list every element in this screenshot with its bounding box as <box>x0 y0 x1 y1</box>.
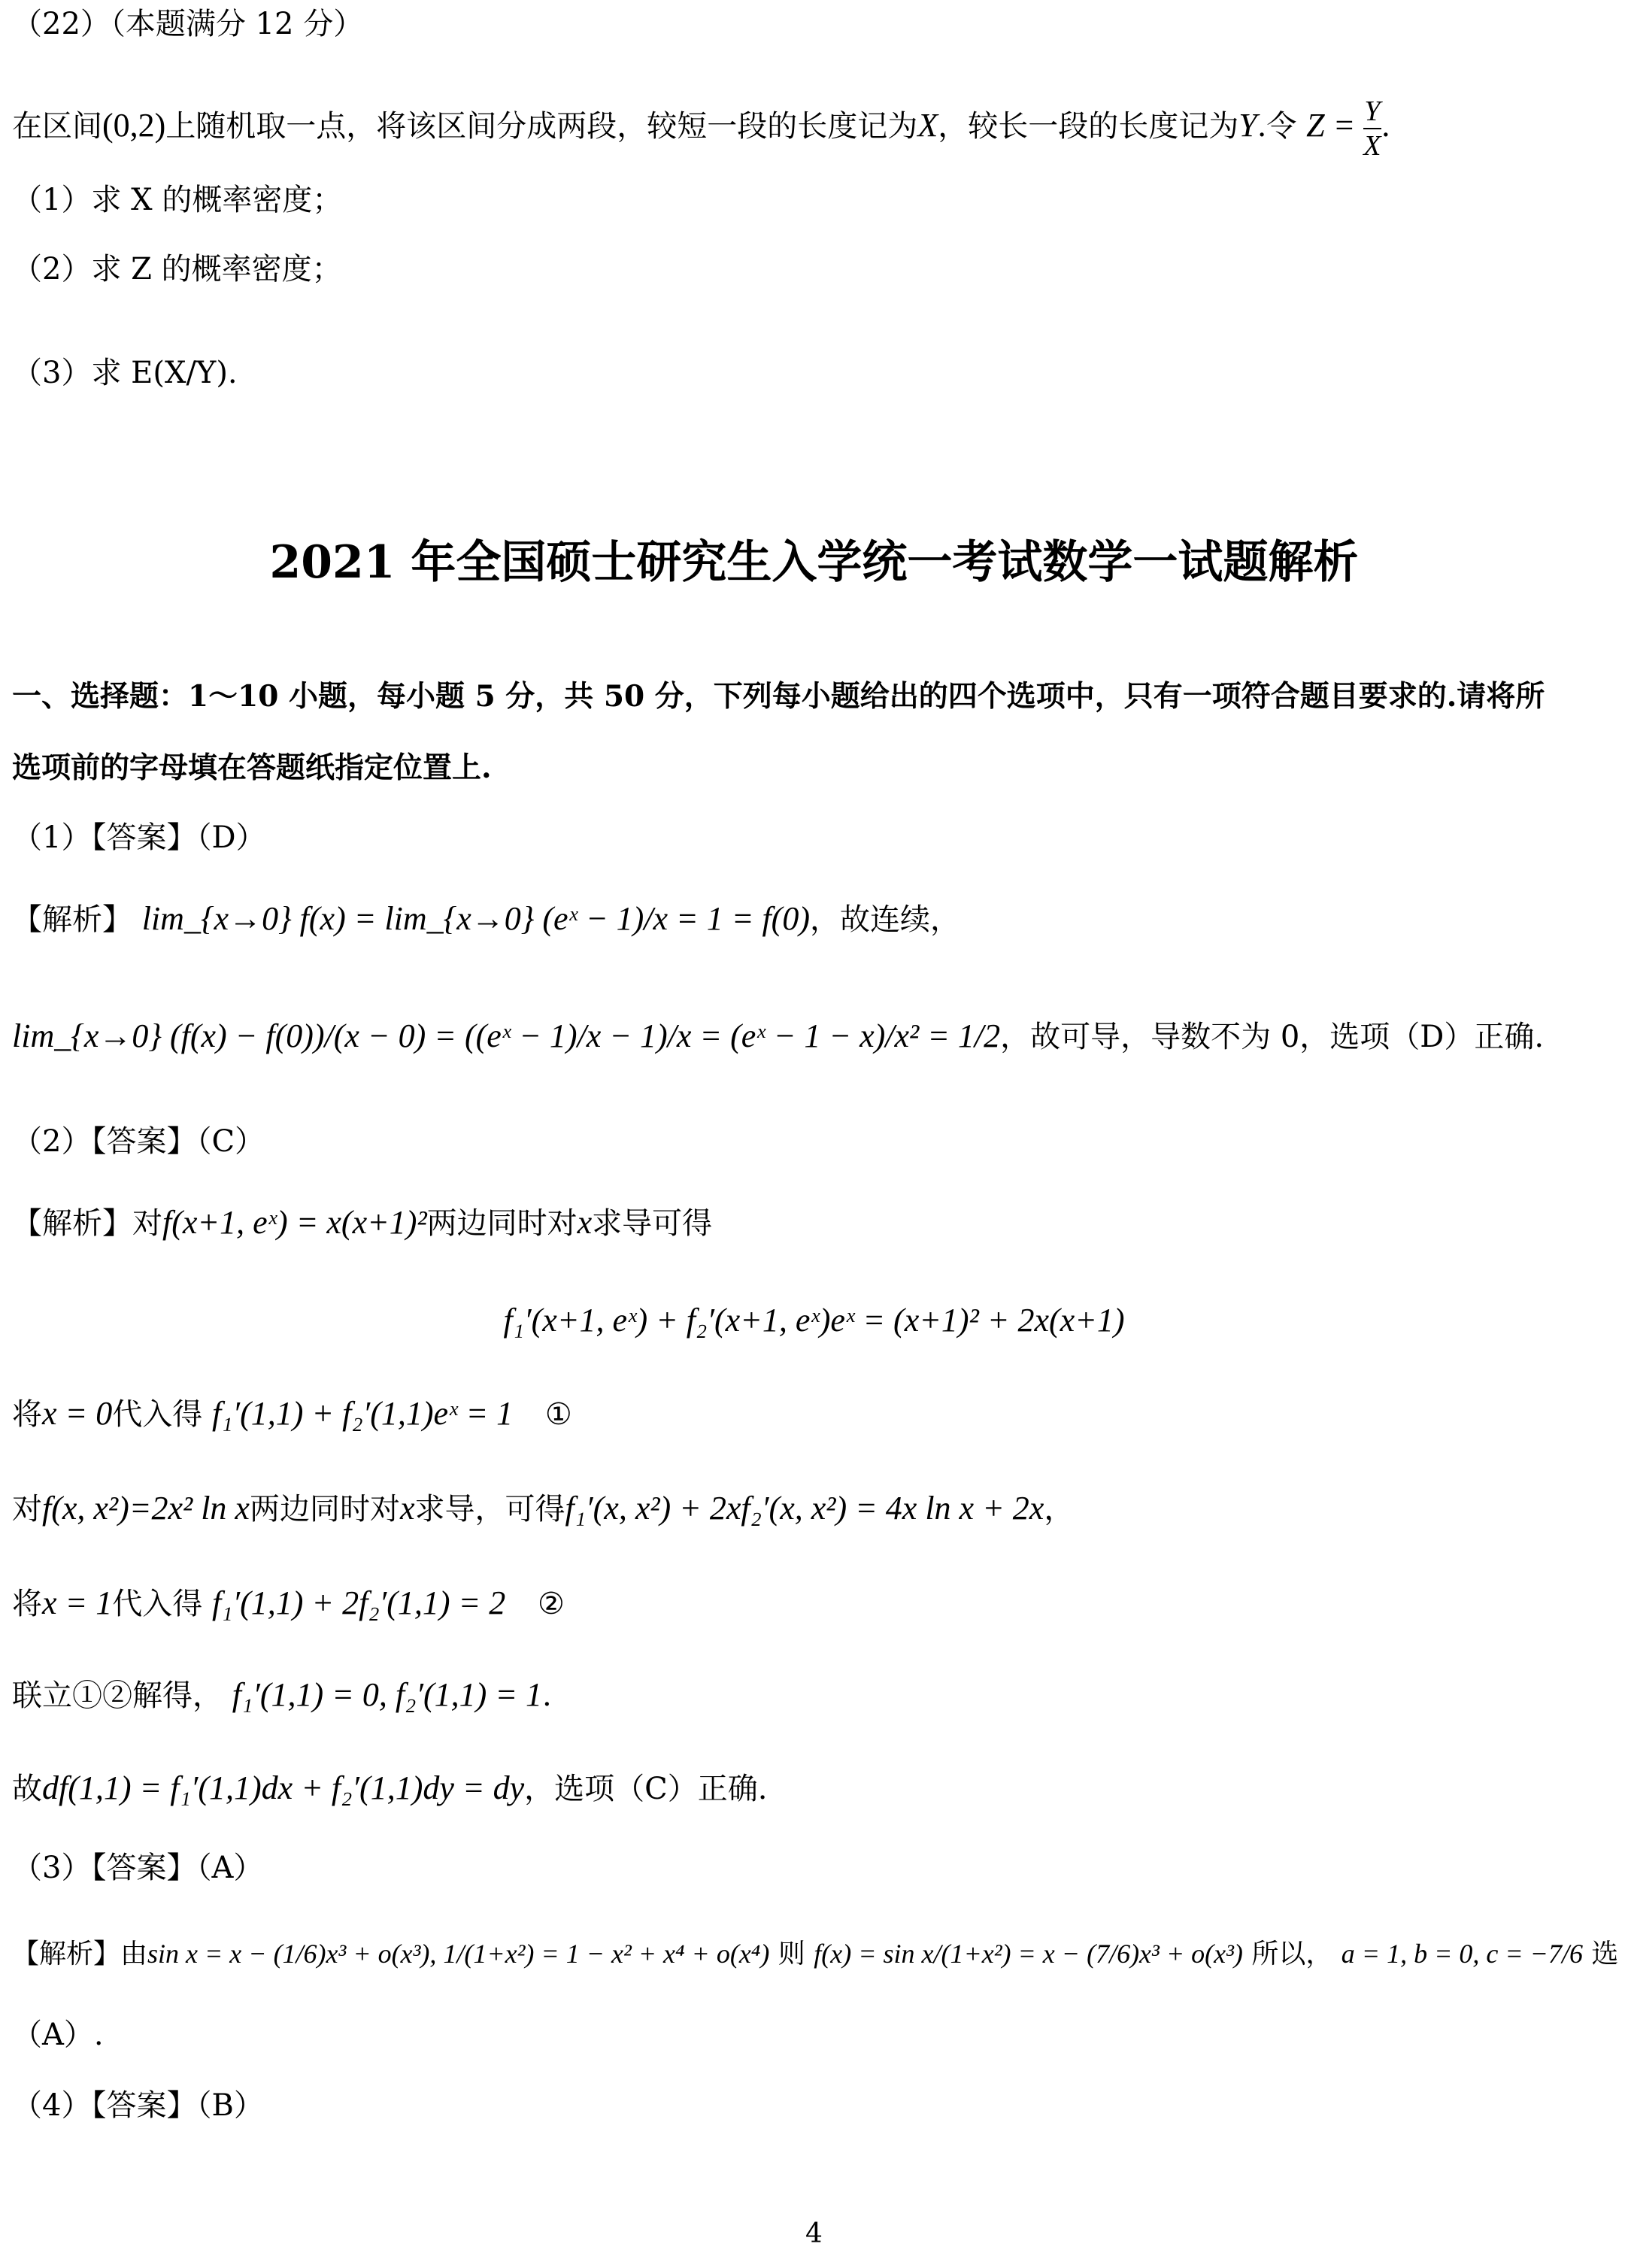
answer-2-final: 故df(1,1) = f₁′(1,1)dx + f₂′(1,1)dy = dy，选项（C）正确. <box>12 1769 768 1806</box>
answer-3-analysis: 【解析】由sin x = x − (1/6)x³ + o(x³), 1/(1+x²) = 1 − x² + x⁴ + o(x⁴) 则 f(x) = sin x/(1+x²) = x − (7/6)x³ + o(x³) 所以， a = 1, b = 0, c = −7/6 选 <box>12 1939 1619 1969</box>
section-heading-line-2: 选项前的字母填在答题纸指定位置上. <box>12 750 492 785</box>
answer-3-choice: （A）. <box>12 2018 104 2052</box>
answer-1: （1）【答案】（D） <box>12 820 266 855</box>
answer-2-analysis: 【解析】对f(x+1, eˣ) = x(x+1)²两边同时对x求导可得 <box>12 1204 713 1241</box>
problem-22-header: （22）（本题满分 12 分） <box>12 7 364 41</box>
z-definition-math: Z = $\frac{Y}{X}$ <box>1306 96 1381 162</box>
question-2: （2）求 Z 的概率密度； <box>12 252 342 287</box>
answer-2-solve: 联立①②解得， f₁′(1,1) = 0, f₂′(1,1) = 1. <box>12 1676 552 1713</box>
document-title: 2021 年全国硕士研究生入学统一考试数学一试题解析 <box>269 536 1359 589</box>
answer-2-substitution-1: 将x = 0代入得 f₁′(1,1) + f₂′(1,1)eˣ = 1 ① <box>12 1395 572 1432</box>
limit-derivative-math: lim_{x→0} (f(x) − f(0))/(x − 0) = ((eˣ − 1)/x − 1)/x = (eˣ − 1 − x)/x² = 1/2 <box>12 1017 1001 1054</box>
limit-continuity-math: lim_{x→0} f(x) = lim_{x→0} (eˣ − 1)/x = 1 = f(0) <box>141 900 810 937</box>
answer-1-analysis: 【解析】 lim_{x→0} f(x) = lim_{x→0} (eˣ − 1)/x = 1 = f(0)，故连续， <box>12 900 960 937</box>
z-denominator: X <box>1363 130 1381 162</box>
section-heading-line-1: 一、选择题：1～10 小题，每小题 5 分，共 50 分，下列每小题给出的四个选项中，只有一项符合题目要求的.请将所 <box>12 679 1545 714</box>
question-3: （3）求 E(X/Y). <box>12 356 238 390</box>
interval-math: (0,2) <box>102 107 166 144</box>
answer-3: （3）【答案】（A） <box>12 1851 264 1885</box>
answer-2: （2）【答案】（C） <box>12 1124 265 1159</box>
problem-22-statement: 在区间(0,2)上随机取一点，将该区间分成两段，较短一段的长度记为X，较长一段的长度记为Y.令 Z = $\frac{Y}{X}$ . <box>12 96 1391 162</box>
composite-function-math: f(x+1, eˣ) = x(x+1)² <box>162 1204 427 1241</box>
page-number: 4 <box>805 2218 823 2249</box>
answer-1-derivative: lim_{x→0} (f(x) − f(0))/(x − 0) = ((eˣ − 1)/x − 1)/x = (eˣ − 1 − x)/x² = 1/2，故可导，导数不为 0，选项（D）正确. <box>12 1017 1545 1054</box>
answer-2-substitution-2: 将x = 1代入得 f₁′(1,1) + 2f₂′(1,1) = 2 ② <box>12 1584 565 1621</box>
question-1: （1）求 X 的概率密度； <box>12 183 343 217</box>
z-numerator: Y <box>1363 95 1381 129</box>
answer-2-centered-equation: f₁′(x+1, eˣ) + f₂′(x+1, eˣ)eˣ = (x+1)² + 2x(x+1) <box>503 1302 1125 1339</box>
answer-4: （4）【答案】（B） <box>12 2088 264 2123</box>
answer-2-second-function: 对f(x, x²)=2x² ln x两边同时对x求导，可得f₁′(x, x²) + 2xf₂′(x, x²) = 4x ln x + 2x， <box>12 1490 1075 1527</box>
